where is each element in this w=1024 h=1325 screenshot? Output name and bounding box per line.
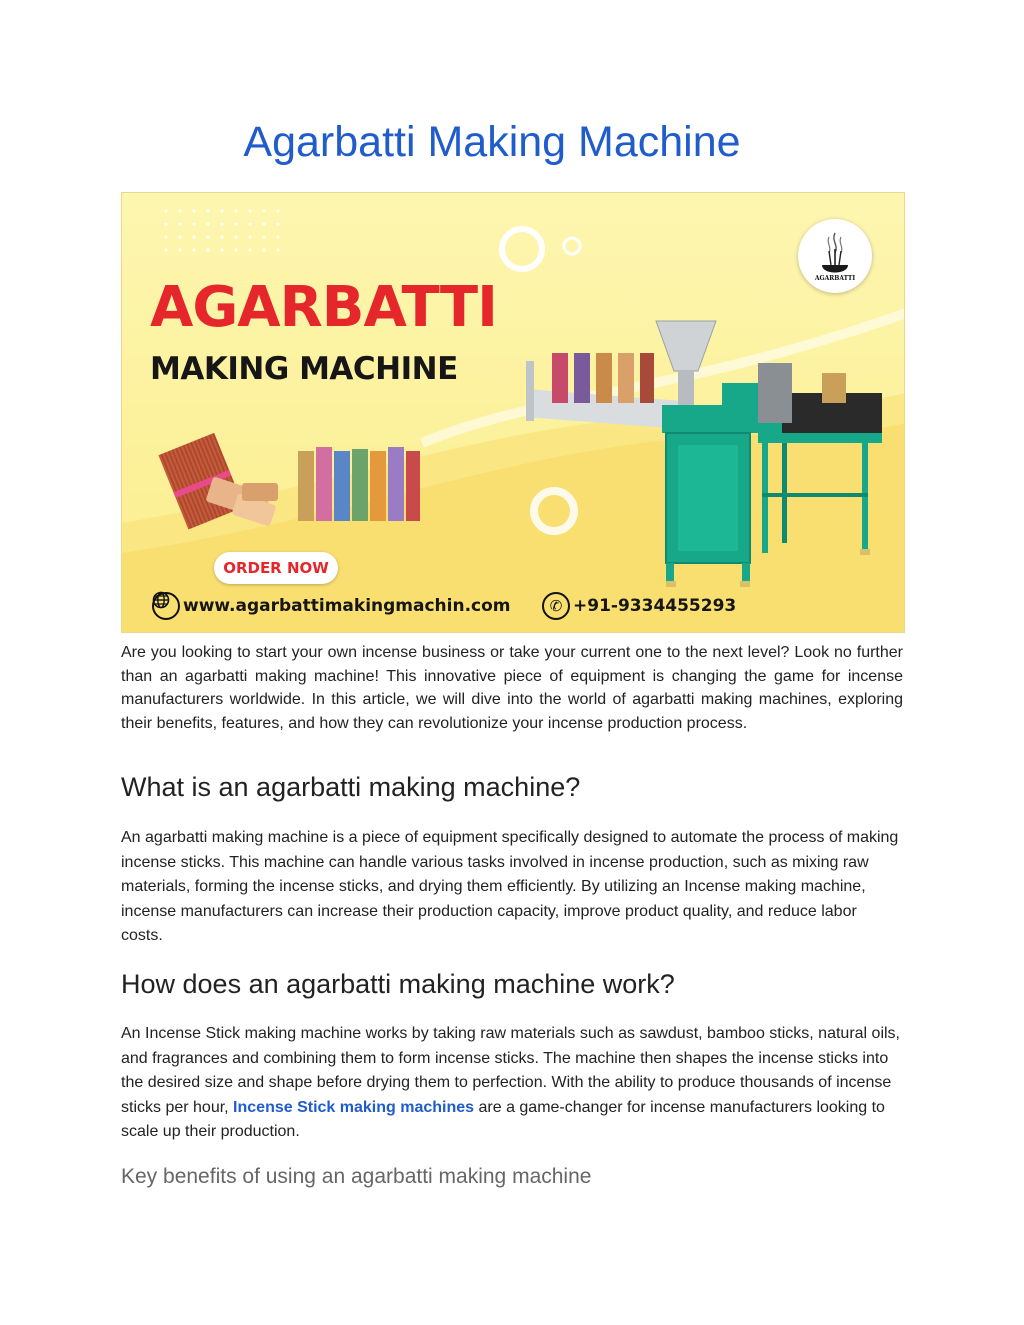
phone-icon: ✆ <box>542 592 570 620</box>
banner-subheadline: MAKING MACHINE <box>150 351 458 387</box>
website-contact <box>152 591 511 621</box>
incense-stick-machines-link[interactable]: Incense Stick making machines <box>233 1098 475 1116</box>
banner-headline: AGARBATTI <box>150 275 497 340</box>
how-it-works-text-after: are a game-changer for incense manufacturers looking to scale up their production. <box>121 1098 885 1140</box>
section-how-it-works-body <box>121 1022 903 1145</box>
section-what-is-body: An agarbatti making machine is a piece of equipment specifically designed to automate the process of making incense sticks. This machine can handle various tasks involved in incense production, such as mixing raw materials, forming the incense sticks, and drying them efficiently. By utilizing an Incense making machine, incense manufacturers can increase their production capacity, improve product quality, and reduce labor costs. <box>121 829 899 944</box>
website-url: www.agarbattimakingmachin.com <box>183 596 511 616</box>
logo-wordmark: AGARBATTI <box>814 275 856 282</box>
section-heading-how-it-works: How does an agarbatti making machine work? <box>121 969 675 999</box>
phone-contact <box>542 591 736 621</box>
phone-number: +91-9334455293 <box>573 596 737 616</box>
order-now-button[interactable]: ORDER NOW <box>214 552 338 584</box>
section-heading-what-is: What is an agarbatti making machine? <box>121 772 581 802</box>
globe-icon <box>152 592 180 620</box>
section-heading-key-benefits: Key benefits of using an agarbatti making machine <box>121 1165 592 1188</box>
intro-paragraph: Are you looking to start your own incense business or take your current one to the next level? Look no further than an agarbatti making machine! This innovative piece of equipment is changing the game for incense manufacturers worldwide. In this article, we will dive into the world of agarbatti making machines, exploring their benefits, features, and how they can revolutionize your incense production process. <box>121 644 903 732</box>
how-it-works-text-before: An Incense Stick making machine works by taking raw materials such as sawdust, bamboo sticks, natural oils, and fragrances and combining them to form incense sticks. The machine then shapes the incense sticks into the desired size and shape before drying them to perfection. With the ability to produce thousands of incense sticks per hour, <box>121 1025 900 1116</box>
dot-grid-decoration <box>164 209 279 251</box>
page-title: Agarbatti Making Machine <box>243 118 741 166</box>
brand-logo <box>798 219 872 293</box>
product-banner-image <box>121 192 905 633</box>
